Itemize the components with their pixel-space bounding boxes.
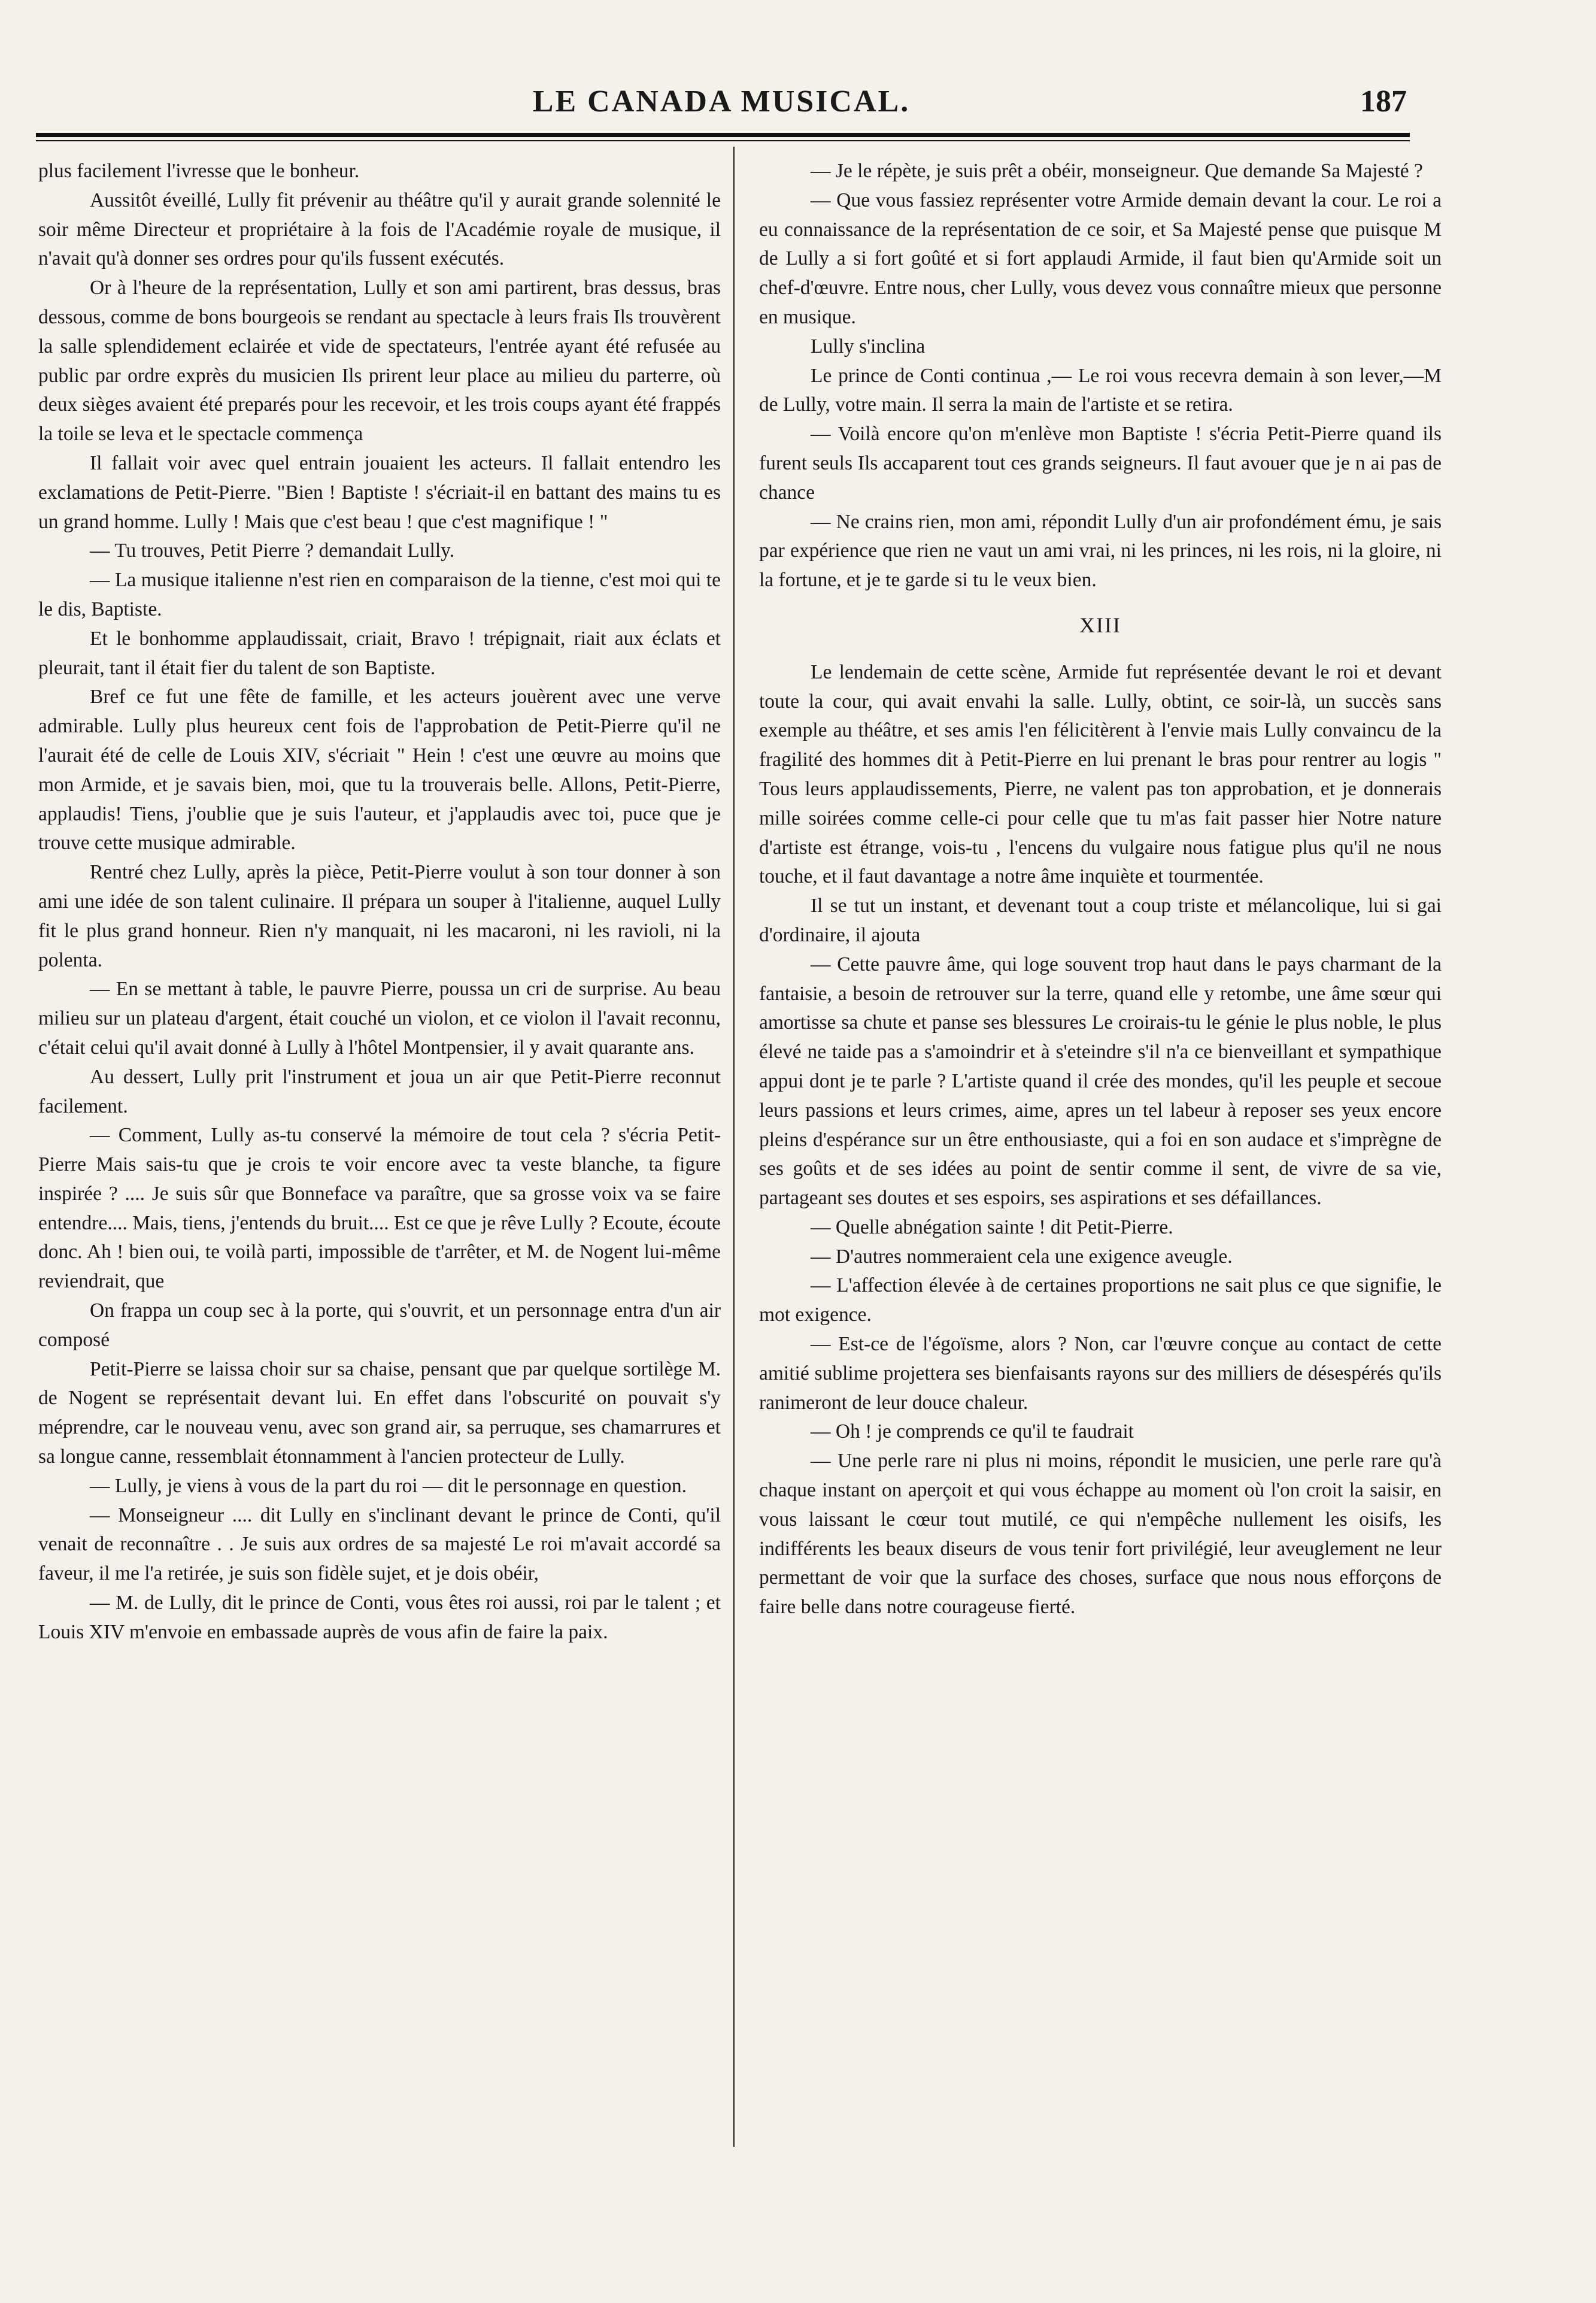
- section-number: XIII: [1079, 613, 1121, 637]
- paragraph: — M. de Lully, dit le prince de Conti, vous êtes roi aussi, roi par le talent ; et Louis XIV m'envoie en embassade auprès de vous afin de faire la paix.: [38, 1592, 721, 1643]
- paragraph: Bref ce fut une fête de famille, et les acteurs jouèrent avec une verve admirable. Lully plus heureux cent fois de l'approbation de Petit-Pierre qu'il ne l'aurait été de celle de Louis XIV, s'écriait " Hein ! c'est une œuvre au moins que mon Armide, et je savais bien, moi, que tu la trouverais belle. Allons, Petit-Pierre, applaudis! Tiens, j'oublie que je suis l'auteur, et j'applaudis avec toi, puce que je trouve cette musique admirable.: [38, 686, 721, 854]
- page-header: [36, 84, 1407, 126]
- column-divider: [733, 147, 735, 2147]
- paragraph: plus facilement l'ivresse que le bonheur.: [38, 160, 360, 182]
- paragraph: — Voilà encore qu'on m'enlève mon Baptiste ! s'écria Petit-Pierre quand ils furent seuls Ils accaparent tout ces grands seigneurs. Il faut avouer que je n ai pas de chance: [759, 423, 1442, 504]
- paragraph: — Monseigneur .... dit Lully en s'inclinant devant le prince de Conti, qu'il venait de reconnaître . . Je suis aux ordres de sa majesté Le roi m'avait accordé sa faveur, il me l'a retirée, je suis son fidèle sujet, et je dois obéir,: [38, 1504, 721, 1585]
- paragraph: — Quelle abnégation sainte ! dit Petit-Pierre.: [811, 1216, 1173, 1238]
- paragraph: — La musique italienne n'est rien en comparaison de la tienne, c'est moi qui te le dis, Baptiste.: [38, 569, 721, 620]
- paragraph: Au dessert, Lully prit l'instrument et joua un air que Petit-Pierre reconnut facilement.: [38, 1065, 721, 1117]
- paragraph: — Cette pauvre âme, qui loge souvent trop haut dans le pays charmant de la fantaisie, a besoin de retrouver sur la terre, quand elle y retombe, une âme sœur qui amortisse sa chute et panse ses blessures Le croirais-tu le génie le plus noble, le plus élevé ne taide pas a s'amoindrir et à s'eteindre s'il n'a ce bienveillant et sympathique appui dont je te parle ? L'artiste quand il crée des mondes, qu'il les peuple et secoue leurs passions et leurs crimes, aime, apres un tel labeur à reposer ses yeux encore pleins d'espérance sur un être enthousiaste, qui a foi en son audace et s'imprègne de ses goûts et de ses idées au point de sentir comme il sent, de vivre de sa vie, partageant ses doutes et ses espoirs, ses aspirations et ses défaillances.: [759, 953, 1442, 1210]
- paragraph: — Tu trouves, Petit Pierre ? demandait Lully.: [90, 540, 455, 562]
- paragraph: — Je le répète, je suis prêt a obéir, monseigneur. Que demande Sa Majesté ?: [811, 160, 1423, 182]
- paragraph: — Une perle rare ni plus ni moins, répondit le musicien, une perle rare qu'à chaque instant on aperçoit et qui vous échappe au moment où l'on croit la saisir, en vous laissant le cœur tout mutilé, ce qui n'empêche nullement les oisifs, les indifférents les beaux diseurs de vous tenir fort privilégié, leur aveuglement ne leur permettant de voir que la surface des choses, surface que nous nous efforçons de faire belle dans notre courageuse fierté.: [759, 1450, 1442, 1619]
- paragraph: — Est-ce de l'égoïsme, alors ? Non, car l'œuvre conçue au contact de cette amitié sublime projettera ses bienfaisants rayons sur des milliers de désespérés qu'ils ranimeront de leur douce chaleur.: [759, 1333, 1442, 1414]
- page-number: 187: [1360, 84, 1407, 119]
- paragraph: On frappa un coup sec à la porte, qui s'ouvrit, et un personnage entra d'un air composé: [38, 1299, 721, 1351]
- left-column: [38, 157, 721, 1647]
- paragraph: Or à l'heure de la représentation, Lully et son ami partirent, bras dessus, bras dessous, comme de bons bourgeois se rendant au spectacle à leurs frais Ils trouvèrent la salle splendidement eclairée et vide de spectateurs, l'entrée ayant été refusée au public par ordre exprès du musicien Ils prirent leur place au milieu du parterre, où deux sièges avaient été preparés pour les recevoir, et les trois coups ayant été frappés la toile se leva et le spectacle commença: [38, 277, 721, 446]
- header-rule-thick: [36, 133, 1410, 137]
- paragraph: — Ne crains rien, mon ami, répondit Lully d'un air profondément ému, je sais par expérience que rien ne vaut un ami vrai, ni les princes, ni les rois, ni la gloire, ni la fortune, et je te garde si tu le veux bien.: [759, 510, 1442, 592]
- paragraph: Il fallait voir avec quel entrain jouaient les acteurs. Il fallait entendro les exclamations de Petit-Pierre. "Bien ! Baptiste ! s'écriait-il en battant des mains tu es un grand homme. Lully ! Mais que c'est beau ! que c'est magnifique ! ": [38, 451, 721, 533]
- paragraph: — Que vous fassiez représenter votre Armide demain devant la cour. Le roi a eu connaissance de la représentation de ce soir, et Sa Majesté pense que puisque M de Lully a si fort goûté et si fort applaudi Armide, il faut bien qu'Armide soit un chef-d'œuvre. Entre nous, cher Lully, vous devez vous connaître mieux que personne en musique.: [759, 189, 1442, 328]
- paragraph: Et le bonhomme applaudissait, criait, Bravo ! trépignait, riait aux éclats et pleurait, tant il était fier du talent de son Baptiste.: [38, 627, 721, 679]
- paragraph: — Lully, je viens à vous de la part du roi — dit le personnage en question.: [90, 1474, 687, 1497]
- paragraph: — L'affection élevée à de certaines proportions ne sait plus ce que signifie, le mot exigence.: [759, 1274, 1442, 1326]
- paragraph: Rentré chez Lully, après la pièce, Petit-Pierre voulut à son tour donner à son ami une idée de son talent culinaire. Il prépara un souper à l'italienne, auquel Lully fit le plus grand honneur. Rien n'y manquait, ni les macaroni, ni les ravioli, ni la polenta.: [38, 861, 721, 971]
- header-rule-thin: [36, 140, 1410, 141]
- paragraph: — D'autres nommeraient cela une exigence aveugle.: [811, 1245, 1233, 1268]
- paragraph: — En se mettant à table, le pauvre Pierre, poussa un cri de surprise. Au beau milieu sur un plateau d'argent, était couché un violon, et ce violon il l'avait reconnu, c'était celui qu'il avait donné à Lully à l'hôtel Montpensier, il y avait quarante ans.: [38, 978, 721, 1059]
- journal-title: LE CANADA MUSICAL.: [532, 84, 911, 119]
- paragraph: Il se tut un instant, et devenant tout a coup triste et mélancolique, lui si gai d'ordinaire, il ajouta: [759, 895, 1442, 946]
- paragraph: Le lendemain de cette scène, Armide fut représentée devant le roi et devant toute la cour, qui avait envahi la salle. Lully, obtint, ce soir-là, un succès sans exemple au théâtre, et ses amis l'en félicitèrent à l'envie mais Lully convaincu de la fragilité des hommes dit à Petit-Pierre en lui prenant le bras pour rentrer au logis " Tous leurs applaudissements, Pierre, ne valent pas ton approbation, et je donnerais mille soirées comme celle-ci pour celle que tu m'as fait passer hier Notre nature d'artiste est étrange, vois-tu , l'encens du vulgaire nous fatigue plus qu'il ne nous touche, et il faut davantage a notre âme inquiète et tourmentée.: [759, 660, 1442, 888]
- right-column: [759, 157, 1442, 1622]
- paragraph: Lully s'inclina: [811, 335, 926, 357]
- paragraph: Le prince de Conti continua ,— Le roi vous recevra demain à son lever,—M de Lully, votre main. Il serra la main de l'artiste et se retira.: [759, 364, 1442, 416]
- paragraph: — Oh ! je comprends ce qu'il te faudrait: [811, 1420, 1134, 1443]
- paragraph: Petit-Pierre se laissa choir sur sa chaise, pensant que par quelque sortilège M. de Nogent se représentait devant lui. En effet dans l'obscurité on pouvait s'y méprendre, car le nouveau venu, avec son grand air, sa perruque, ses chamarrures et sa longue canne, ressemblait étonnamment à l'ancien protecteur de Lully.: [38, 1357, 721, 1468]
- paragraph: — Comment, Lully as-tu conservé la mémoire de tout cela ? s'écria Petit-Pierre Mais sais-tu que je crois te voir encore avec ta veste blanche, ta figure inspirée ? .... Je suis sûr que Bonneface va paraître, que sa grosse voix va se faire entendre.... Mais, tiens, j'entends du bruit.... Est ce que je rêve Lully ? Ecoute, écoute donc. Ah ! bien oui, te voilà parti, impossible de t'arrêter, et M. de Nogent lui-même reviendrait, que: [38, 1124, 721, 1293]
- paragraph: Aussitôt éveillé, Lully fit prévenir au théâtre qu'il y aurait grande solennité le soir même Directeur et propriétaire à la fois de l'Académie royale de musique, il n'avait qu'à donner ses ordres pour qu'ils fussent exécutés.: [38, 189, 721, 270]
